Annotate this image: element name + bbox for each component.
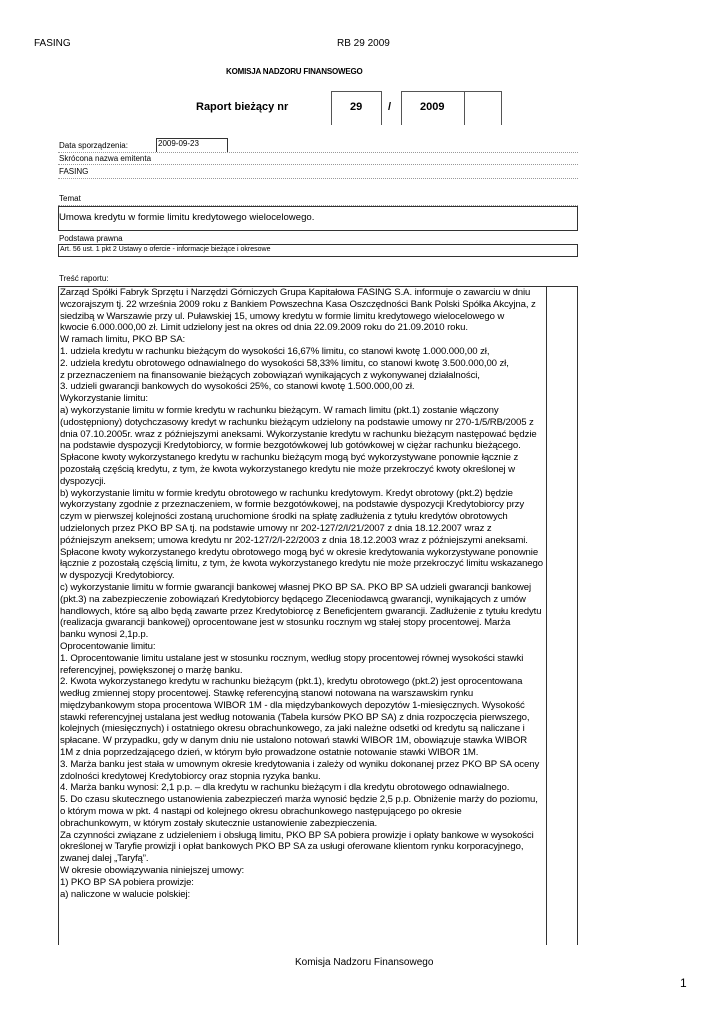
content-line: 1) PKO BP SA pobiera prowizje:	[60, 876, 194, 888]
issuer-label: Skrócona nazwa emitenta	[59, 154, 152, 163]
header-company: FASING	[34, 38, 71, 49]
content-line: 3. udzieli gwarancji bankowych do wysokości 25%, co stanowi kwotę 1.500.000,00 zł.	[60, 381, 415, 393]
report-year: 2009	[420, 101, 445, 113]
report-separator: /	[388, 101, 392, 113]
legal-label: Podstawa prawna	[59, 234, 123, 243]
content-line: na podstawie dyspozycji Kredytobiorcy, w formie bezgotówkowej lub gotówkowej w ciężar rachunku bieżącego.	[60, 440, 521, 452]
content-line: w dyspozycji Kredytobiorcy.	[60, 570, 175, 582]
content-line: Za czynności związane z udzieleniem i obsługą limitu, PKO BP SA pobiera prowizje i opłaty bankowe w wysokości	[60, 829, 534, 841]
content-line: czym w pierwszej kolejności zostaną uruchomione środki na spłatę zadłużenia z tytułu kredytów obrotowych	[60, 511, 508, 523]
content-line: Spłacone kwoty wykorzystanego kredytu w rachunku bieżącym mogą być wykorzystywane ponownie łącznie z	[60, 452, 519, 464]
report-number: 29	[350, 101, 363, 113]
content-line: 5. Do czasu skutecznego ustanowienia zabezpieczeń marża wynosić będzie 2,5 p.p. Obniżenie marży do poziomu,	[60, 794, 538, 806]
content-line: wykorzystany zgodnie z przeznaczeniem, w formie bezgotówkowej, na podstawie dyspozycji Kredytobiorcy przy	[60, 499, 525, 511]
date-value: 2009-09-23	[158, 139, 199, 148]
content-line: handlowych, które są albo będą zawarte przez Kredytobiorcę z Beneficjentem gwarancji. Zadłużenie z tytułu kredytu	[60, 605, 542, 617]
report-label: Raport bieżący nr	[196, 101, 289, 113]
content-line: banku wynosi 2,1p.p.	[60, 629, 149, 641]
content-line: kwocie 6.000.000,00 zł. Limit udzielony jest na okres od dnia 22.09.2009 roku do 21.09.2010 roku.	[60, 322, 468, 334]
content-line: z przeznaczeniem na finansowanie bieżących zobowiązań wynikających z wykonywanej działalności,	[60, 369, 480, 381]
content-line: według zmiennej stopy procentowej. Stawkę referencyjną stanowi notowana na warszawskim rynku	[60, 688, 474, 700]
content-line: 1. udziela kredytu w rachunku bieżącym do wysokości 16,67% limitu, co stanowi kwotę 1.000.000,00 zł,	[60, 345, 490, 357]
content-line: udzielonych przez PKO BP SA tj. na podstawie umowy nr 202-127/2/I/21/2007 z dnia 18.12.2007 wraz z	[60, 522, 492, 534]
content-line: łącznie z pozostałą częścią limitu, z tym, że kwota wykorzystanego kredytu nie może przekroczyć limitu wskazanego	[60, 558, 543, 570]
content-line: 3. Marża banku jest stała w umownym okresie kredytowania i zależy od wyniku dokonanej przez PKO BP SA oceny	[60, 758, 540, 770]
content-line: referencyjnej, powiększonej o marżę banku.	[60, 664, 243, 676]
issuer-value: FASING	[59, 167, 89, 176]
topic-label: Temat	[59, 194, 81, 203]
content-divider	[546, 286, 547, 945]
content-line: zdolności kredytowej Kredytobiorcy oraz stopnia ryzyka banku.	[60, 770, 321, 782]
content-line: 4. Marża banku wynosi: 2,1 p.p. – dla kredytu w rachunku bieżącym i dla kredytu obrotowego odnawialnego.	[60, 782, 510, 794]
content-line: spłacane. W przypadku, gdy w danym dniu nie ustalono notowań stawki WIBOR 1M, obowiązuje stawka WIBOR	[60, 735, 528, 747]
content-line: W ramach limitu, PKO BP SA:	[60, 334, 186, 346]
footer-text: Komisja Nadzoru Finansowego	[295, 957, 434, 968]
content-line: międzybankowym stopa procentowa WIBOR 1M - dla międzybankowych depozytów 1-miesięcznych. Wysokość	[60, 699, 525, 711]
commission-title: KOMISJA NADZORU FINANSOWEGO	[226, 67, 363, 76]
content-line: a) naliczone w walucie polskiej:	[60, 888, 191, 900]
content-line: pozostałą częścią kredytu, z tym, że kwota wykorzystanego kredytu nie może przekroczyć kwoty określonej w	[60, 463, 515, 475]
content-line: stawki referencyjnej ustalana jest według notowania (Tabela kursów PKO BP SA) z dnia rozpoczęcia pierwszego,	[60, 711, 530, 723]
content-line: Spłacone kwoty wykorzystanego kredytu obrotowego mogą być w okresie kredytowania wykorzystywane ponownie	[60, 546, 539, 558]
content-line: (pkt.3) na zabezpieczenie zobowiązań Kredytobiorcy będącego Zleceniodawcą gwarancji, wynikających z umów	[60, 593, 526, 605]
content-label: Treść raportu:	[59, 274, 109, 283]
content-line: c) wykorzystanie limitu w formie gwarancji bankowej własnej PKO BP SA. PKO BP SA udzieli gwarancji bankowej	[60, 581, 531, 593]
content-line: dnia 07.10.2005r. wraz z późniejszymi aneksami. Wykorzystanie kredytu w rachunku bieżącym następować będzie	[60, 428, 537, 440]
content-line: 2. Kwota wykorzystanego kredytu w rachunku bieżącym (pkt.1), kredytu obrotowego (pkt.2) jest oprocentowana	[60, 676, 523, 688]
content-line: Wykorzystanie limitu:	[60, 393, 148, 405]
content-line: W okresie obowiązywania niniejszej umowy:	[60, 865, 245, 877]
content-line: Zarząd Spółki Fabryk Sprzętu i Narzędzi Górniczych Grupa Kapitałowa FASING S.A. informuje o zawarciu w dniu	[60, 287, 531, 298]
content-line: b) wykorzystanie limitu w formie kredytu obrotowego w rachunku kredytowym. Kredyt obrotowy (pkt.2) będzie	[60, 487, 513, 499]
content-line: a) wykorzystanie limitu w formie kredytu w rachunku bieżącym. W ramach limitu (pkt.1) zostanie włączony	[60, 404, 499, 416]
report-extra-box	[464, 91, 502, 125]
content-line: (udostępniony) dotychczasowy kredyt w rachunku bieżącym udzielony na podstawie umowy nr 270-1/5/RB/2005 z	[60, 416, 534, 428]
content-line: o którym mowa w pkt. 4 nastąpi od kolejnego okresu obrachunkowego następującego po okresie	[60, 806, 462, 818]
content-line: (realizacja gwarancji bankowej) oprocentowane jest w stosunku rocznym wg stałej stopy procentowej. Marża	[60, 617, 511, 629]
report-content	[58, 286, 578, 945]
content-line: późniejszym aneksem; umowa kredytu nr 202-127/2/I-22/2003 z dnia 18.12.2003 wraz z późniejszymi aneksami.	[60, 534, 528, 546]
page-number: 1	[680, 976, 687, 990]
content-line: 1M z dnia poprzedzającego dzień, w którym było prowadzone ostatnie notowanie stawki WIBOR 1M.	[60, 747, 479, 759]
content-line: zwanej dalej „Taryfą”.	[60, 853, 149, 865]
content-line: dyspozycji.	[60, 475, 106, 487]
content-line: kolejnych (miesięcznych) i ostatniego okresu obrachunkowego, za jaki należne odsetki od kredytu są naliczane i	[60, 723, 525, 735]
legal-value: Art. 56 ust. 1 pkt 2 Ustawy o ofercie - informacje bieżące i okresowe	[60, 246, 271, 253]
content-line: 2. udziela kredytu obrotowego odnawialnego do wysokości 58,33% limitu, co stanowi kwotę 3.500.000,00 zł,	[60, 357, 509, 369]
topic-value: Umowa kredytu w formie limitu kredytowego wielocelowego.	[59, 212, 315, 223]
content-line: określonej w Taryfie prowizji i opłat bankowych PKO BP SA za usługi oferowane klientom rynku korporacyjnego,	[60, 841, 524, 853]
date-label: Data sporządzenia:	[59, 141, 128, 150]
content-line: obrachunkowym, w którym zostały skutecznie ustanowienie zabezpieczenia.	[60, 817, 378, 829]
content-line: siedzibą w Warszawie przy ul. Puławskiej 15, umowy kredytu w formie limitu kredytowego wielocelowego w	[60, 310, 505, 322]
header-report-ref: RB 29 2009	[337, 38, 390, 49]
content-line: 1. Oprocentowanie limitu ustalane jest w stosunku rocznym, według stopy procentowej równej wysokości stawki	[60, 652, 524, 664]
content-line: wczorajszym tj. 22 września 2009 roku z Bankiem Powszechna Kasa Oszczędności Bank Polski Spółka Akcyjna, z	[60, 298, 536, 310]
content-line: Oprocentowanie limitu:	[60, 640, 156, 652]
